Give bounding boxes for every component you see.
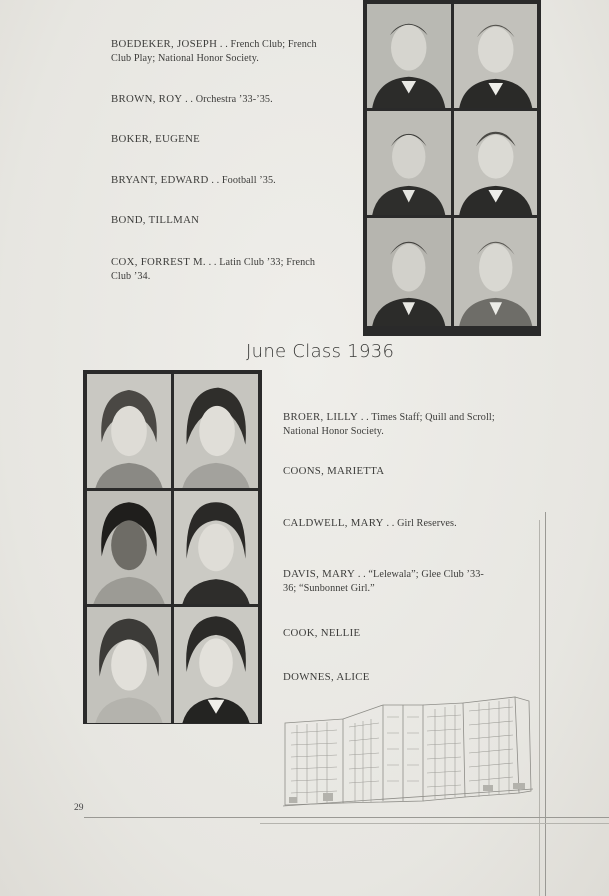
- student-name: BOND, TILLMAN: [111, 214, 200, 226]
- portrait-photo: [174, 491, 258, 604]
- student-name: BROER, LILLY: [283, 411, 359, 423]
- entry-boedeker: [111, 38, 351, 65]
- portrait-photo: [367, 111, 451, 215]
- horizontal-rule: [84, 817, 609, 818]
- entry-brown: [111, 93, 351, 107]
- student-name: BRYANT, EDWARD: [111, 174, 209, 186]
- entry-bond: [111, 214, 351, 228]
- portrait-photo: [87, 607, 171, 723]
- student-name: BOEDEKER, JOSEPH: [111, 38, 218, 50]
- student-activities-cont: 36; “Sunbonnet Girl.”: [283, 582, 375, 594]
- student-activities: . . Football ’35.: [211, 175, 276, 186]
- portrait-photo: [454, 111, 538, 215]
- horizontal-rule: [260, 823, 609, 824]
- class-heading: June Class 1936: [246, 341, 395, 362]
- student-name: BOKER, EUGENE: [111, 133, 201, 145]
- entry-coons: [283, 465, 533, 479]
- student-activities: . . Orchestra ’33-’35.: [185, 94, 273, 105]
- entry-cook: [283, 627, 533, 641]
- vertical-rule: [545, 512, 546, 896]
- entry-bryant: [111, 174, 351, 188]
- entry-downes: [283, 671, 533, 685]
- student-name: COOK, NELLIE: [283, 627, 361, 639]
- portrait-photo: [454, 4, 538, 108]
- entry-boker: [111, 133, 351, 147]
- student-activities-cont: Club Play; National Honor Society.: [111, 52, 259, 64]
- student-activities: . . “Lelewala”; Glee Club ’33-: [357, 569, 484, 580]
- student-activities-cont: Club ’34.: [111, 270, 151, 282]
- student-activities: . . French Club; French: [219, 39, 317, 50]
- entry-cox: [111, 256, 351, 283]
- student-name: BROWN, ROY: [111, 93, 183, 105]
- student-name: COONS, MARIETTA: [283, 465, 385, 477]
- student-activities: . . Latin Club ’33; French: [208, 257, 316, 268]
- student-activities-cont: National Honor Society.: [283, 425, 384, 437]
- entry-caldwell: [283, 517, 533, 531]
- portrait-photo: [367, 218, 451, 326]
- entry-davis: [283, 568, 533, 595]
- vertical-rule: [539, 520, 540, 896]
- photo-grid-bottom: [83, 370, 262, 724]
- student-name: COX, FORREST M.: [111, 256, 206, 268]
- portrait-photo: [174, 607, 258, 723]
- page-number: 29: [74, 803, 84, 813]
- portrait-photo: [454, 218, 538, 326]
- portrait-photo: [87, 374, 171, 488]
- student-activities: . . Times Staff; Quill and Scroll;: [360, 412, 495, 423]
- portrait-photo: [87, 491, 171, 604]
- student-name: DOWNES, ALICE: [283, 671, 370, 683]
- student-name: DAVIS, MARY: [283, 568, 356, 580]
- student-name: CALDWELL, MARY: [283, 517, 384, 529]
- portrait-photo: [174, 374, 258, 488]
- entry-broer: [283, 411, 533, 438]
- student-activities: . . Girl Reserves.: [386, 518, 457, 529]
- photo-grid-top: [363, 0, 541, 336]
- portrait-photo: [367, 4, 451, 108]
- school-building-illustration: [283, 693, 533, 809]
